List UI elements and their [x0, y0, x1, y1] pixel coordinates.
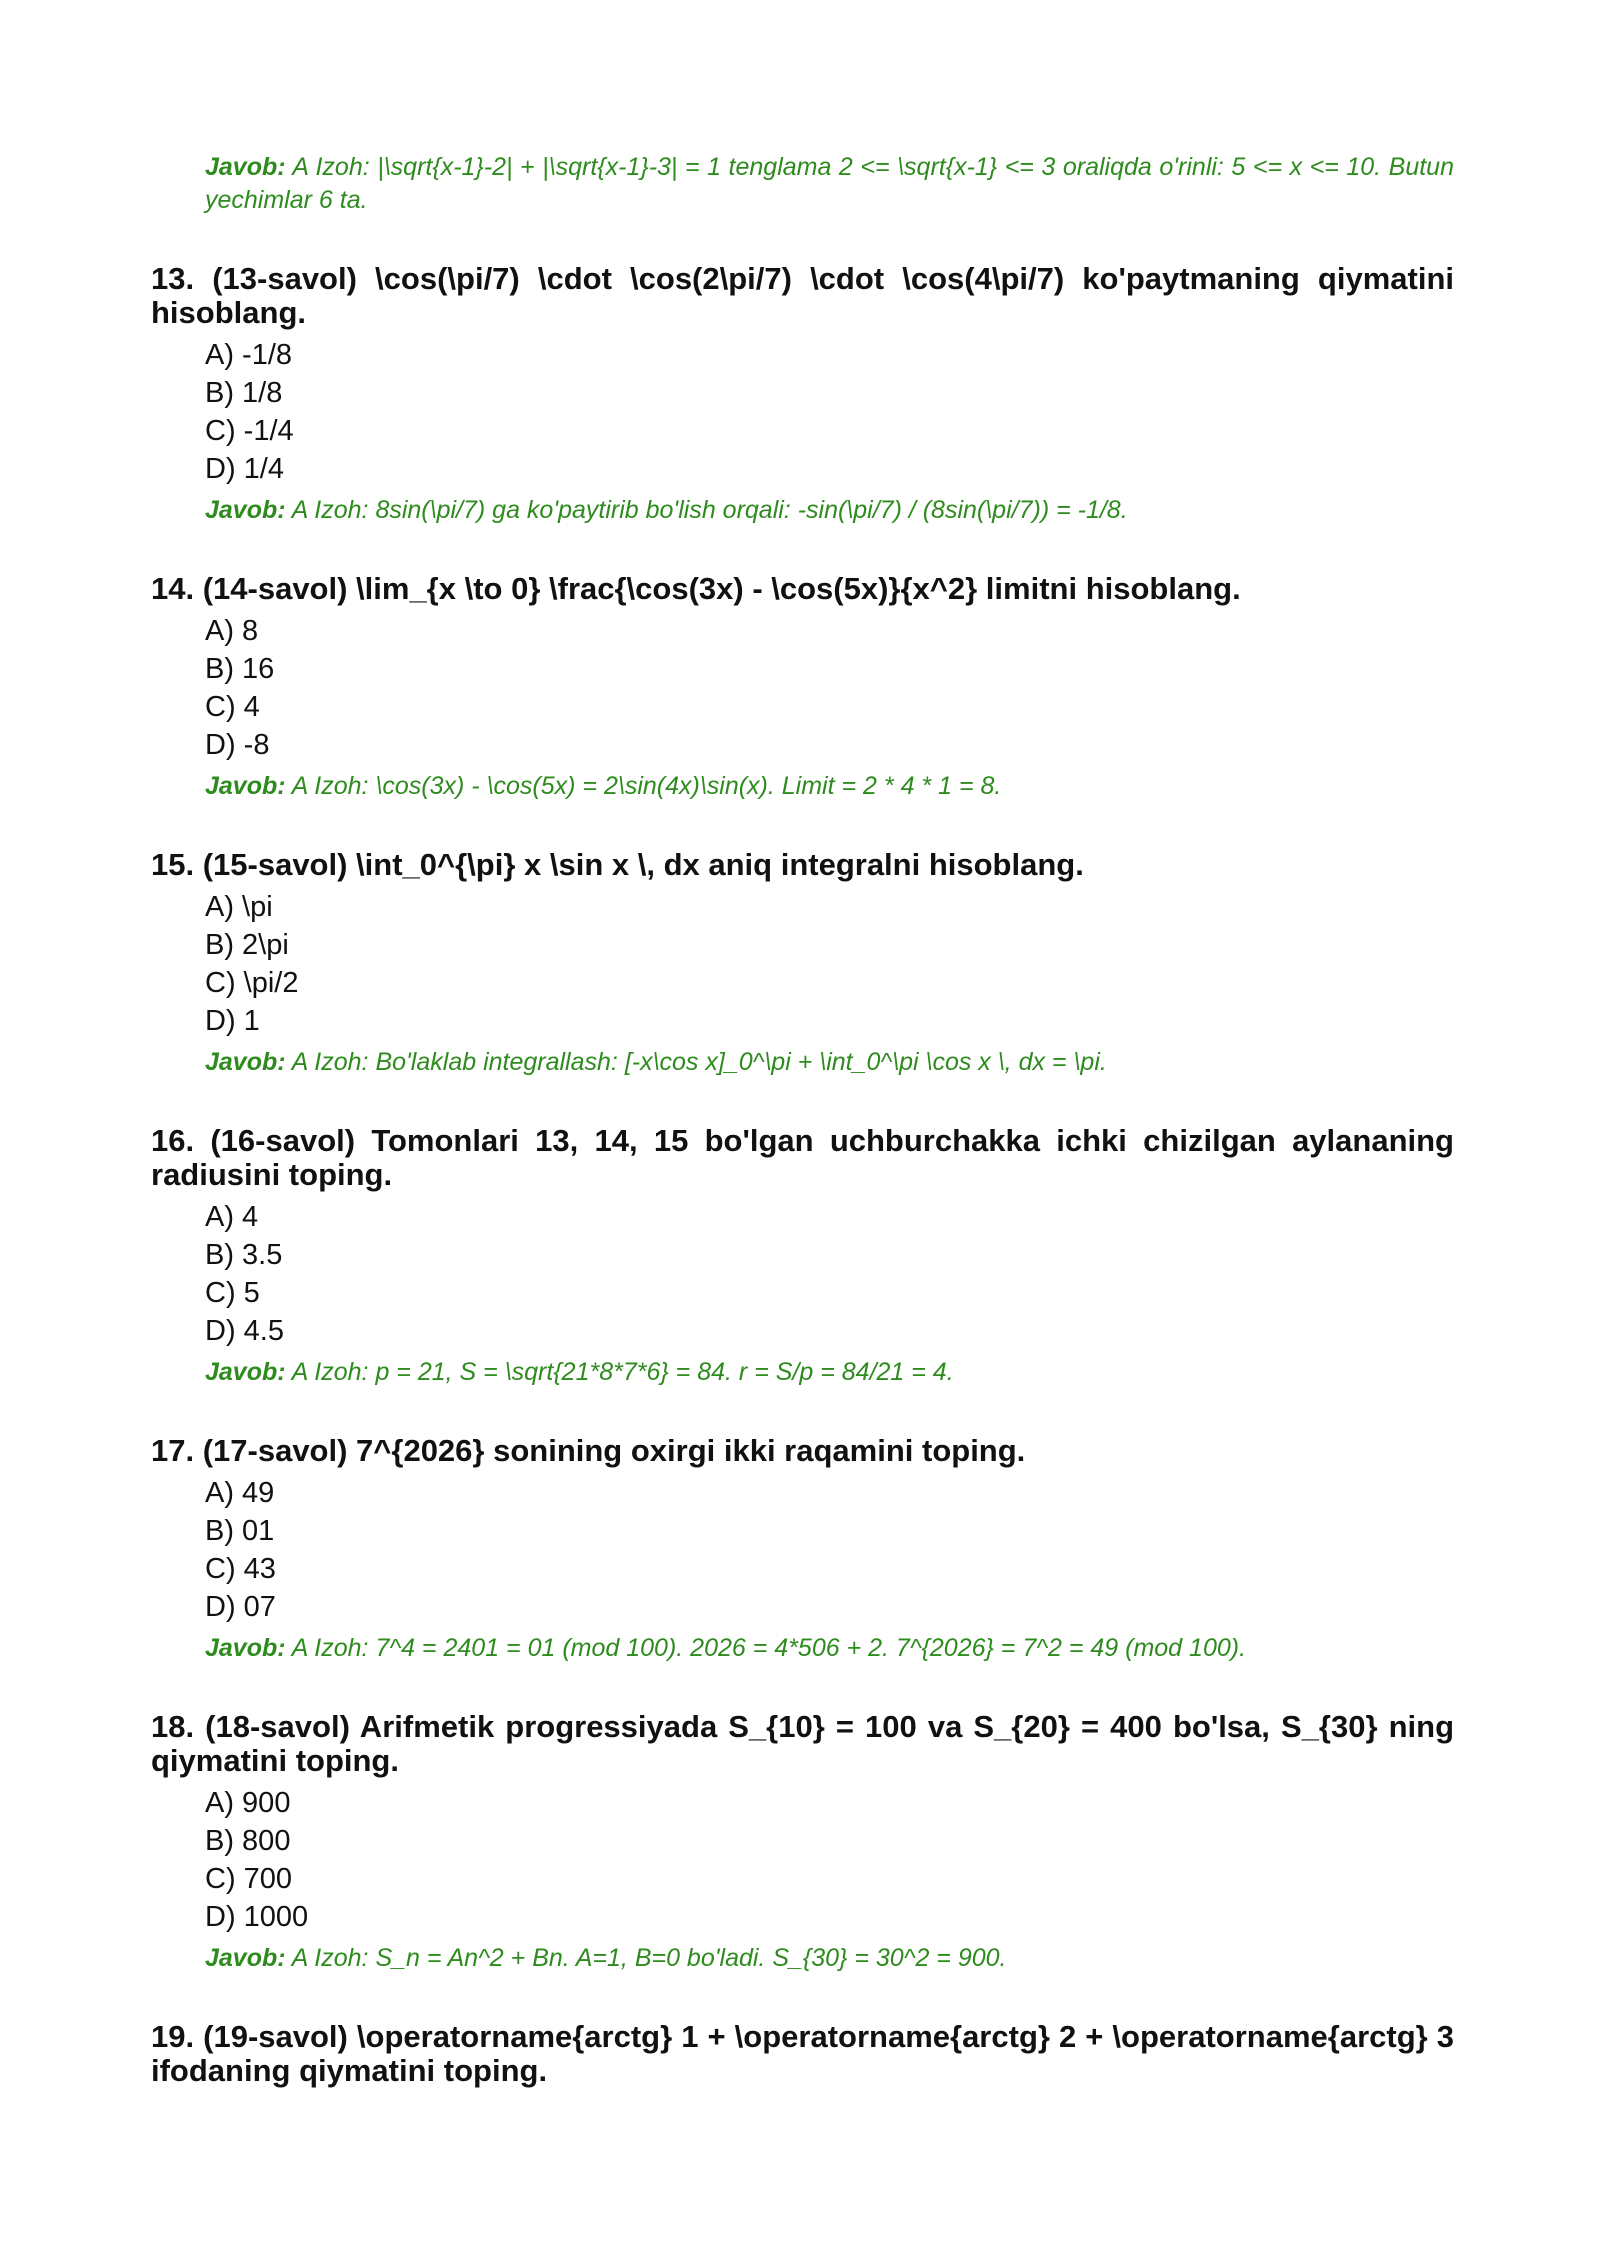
answer-label: Javob:: [205, 1634, 286, 1662]
option-a: A) \pi: [205, 891, 273, 923]
question-block-16: [151, 1124, 1454, 1389]
option-d: D) 1000: [205, 1901, 309, 1933]
option-d: D) 1/4: [205, 453, 284, 485]
answer-text: A Izoh: 7^4 = 2401 = 01 (mod 100). 2026 = 4*506 + 2. 7^{2026} = 7^2 = 49 (mod 100).: [285, 1634, 1247, 1662]
answer-text: A Izoh: 8sin(\pi/7) ga ko'paytirib bo'lish orqali: -sin(\pi/7) / (8sin(\pi/7)) = -1/8.: [285, 496, 1128, 524]
option-d: D) 07: [205, 1591, 276, 1623]
question-title: 15. (15-savol) \int_0^{\pi} x \sin x \, dx aniq integralni hisoblang.: [151, 847, 1084, 882]
option-d: D) -8: [205, 729, 270, 761]
option-c: C) -1/4: [205, 415, 294, 447]
answer-options: [205, 336, 1454, 488]
answer-explanation: [205, 494, 1454, 527]
answer-options: [205, 1198, 1454, 1350]
option-b: B) 2\pi: [205, 929, 289, 961]
question-block-13: [151, 262, 1454, 527]
answer-label: Javob:: [205, 1048, 286, 1076]
answer-options: [205, 888, 1454, 1040]
question-block-17: [151, 1434, 1454, 1665]
option-b: B) 800: [205, 1825, 291, 1857]
question-title: 17. (17-savol) 7^{2026} sonining oxirgi ikki raqamini toping.: [151, 1433, 1026, 1468]
option-b: B) 3.5: [205, 1239, 283, 1271]
question-title: 13. (13-savol) \cos(\pi/7) \cdot \cos(2\pi/7) \cdot \cos(4\pi/7) ko'paytmaning qiymatini hisoblang.: [151, 261, 1454, 330]
answer-text: A Izoh: Bo'laklab integrallash: [-x\cos x]_0^\pi + \int_0^\pi \cos x \, dx = \pi.: [285, 1048, 1107, 1076]
option-b: B) 01: [205, 1515, 275, 1547]
question-title: 14. (14-savol) \lim_{x \to 0} \frac{\cos(3x) - \cos(5x)}{x^2} limitni hisoblang.: [151, 571, 1241, 606]
answer-text: A Izoh: S_n = An^2 + Bn. A=1, B=0 bo'ladi. S_{30} = 30^2 = 900.: [285, 1944, 1007, 1972]
option-a: A) -1/8: [205, 339, 293, 371]
option-c: C) 4: [205, 691, 260, 723]
option-a: A) 49: [205, 1477, 275, 1509]
answer-label: Javob:: [205, 1358, 286, 1386]
option-b: B) 1/8: [205, 377, 283, 409]
answer-label: Javob:: [205, 1944, 286, 1972]
question-block-15: [151, 848, 1454, 1079]
option-c: C) 5: [205, 1277, 260, 1309]
question-block-19: [151, 2020, 1454, 2088]
answer-text: A Izoh: \cos(3x) - \cos(5x) = 2\sin(4x)\sin(x). Limit = 2 * 4 * 1 = 8.: [285, 772, 1002, 800]
answer-explanation: [205, 1046, 1454, 1079]
question-title: 19. (19-savol) \operatorname{arctg} 1 + \operatorname{arctg} 2 + \operatorname{arctg} 3 ifodaning qiymatini toping.: [151, 2019, 1454, 2088]
option-a: A) 900: [205, 1787, 291, 1819]
answer-explanation: [205, 1356, 1454, 1389]
answer-text: A Izoh: p = 21, S = \sqrt{21*8*7*6} = 84. r = S/p = 84/21 = 4.: [285, 1358, 954, 1386]
option-b: B) 16: [205, 653, 275, 685]
answer-explanation: [205, 1942, 1454, 1975]
option-c: C) 700: [205, 1863, 293, 1895]
option-c: C) 43: [205, 1553, 276, 1585]
answer-label: Javob:: [205, 153, 286, 181]
option-a: A) 4: [205, 1201, 259, 1233]
answer-options: [205, 1784, 1454, 1936]
question-title: 16. (16-savol) Tomonlari 13, 14, 15 bo'lgan uchburchakka ichki chizilgan aylananing radiusini toping.: [151, 1123, 1454, 1192]
answer-explanation: [205, 770, 1454, 803]
answer-label: Javob:: [205, 496, 286, 524]
page-content: [151, 151, 1454, 2088]
answer-options: [205, 1474, 1454, 1626]
question-title: 18. (18-savol) Arifmetik progressiyada S_{10} = 100 va S_{20} = 400 bo'lsa, S_{30} ning qiymatini toping.: [151, 1709, 1454, 1778]
option-c: C) \pi/2: [205, 967, 299, 999]
question-block-14: [151, 572, 1454, 803]
answer-text: A Izoh: |\sqrt{x-1}-2| + |\sqrt{x-1}-3| = 1 tenglama 2 <= \sqrt{x-1} <= 3 oraliqda o'rinli: 5 <= x <= 10. Butun yechimlar 6 ta.: [205, 153, 1454, 214]
option-d: D) 4.5: [205, 1315, 284, 1347]
answer-options: [205, 612, 1454, 764]
answer-label: Javob:: [205, 772, 286, 800]
option-a: A) 8: [205, 615, 259, 647]
answer-explanation: [205, 1632, 1454, 1665]
answer-explanation-12: [205, 151, 1454, 217]
option-d: D) 1: [205, 1005, 260, 1037]
question-block-18: [151, 1710, 1454, 1975]
